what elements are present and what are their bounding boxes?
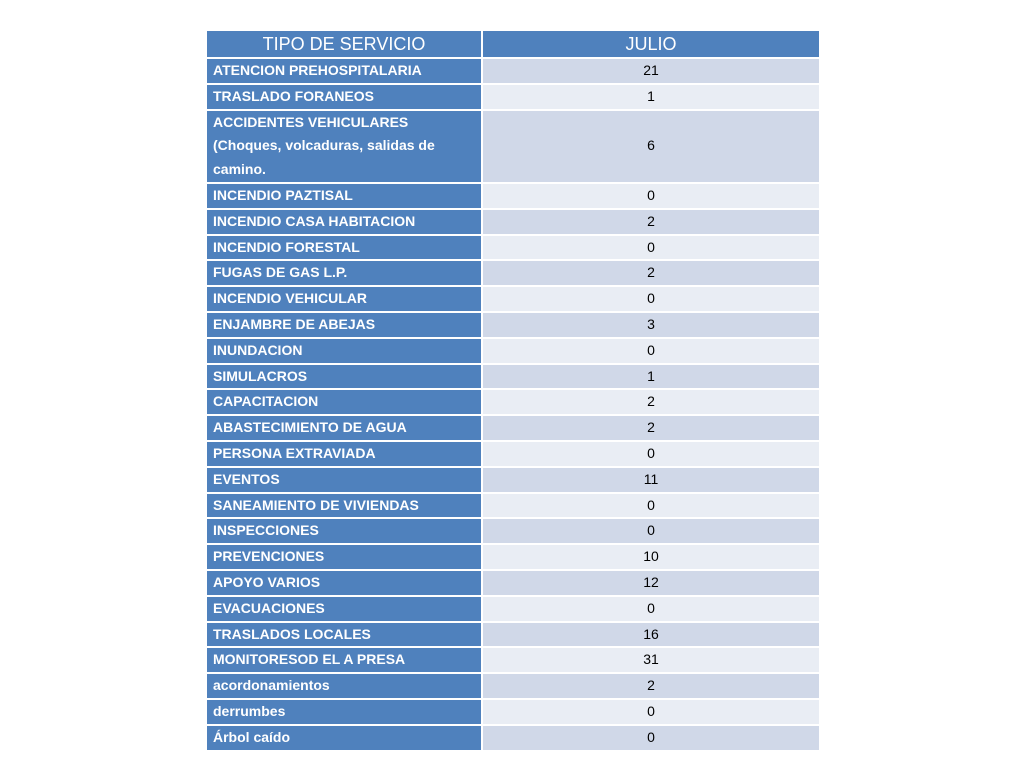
table-row bbox=[206, 596, 820, 622]
table-row bbox=[206, 570, 820, 596]
july-count-cell: 0 bbox=[482, 493, 820, 519]
table-row bbox=[206, 209, 820, 235]
july-count-cell: 0 bbox=[482, 235, 820, 261]
table-row bbox=[206, 389, 820, 415]
table-row bbox=[206, 415, 820, 441]
table-row bbox=[206, 544, 820, 570]
table-header-row bbox=[206, 30, 820, 58]
table-row bbox=[206, 673, 820, 699]
july-count-cell: 2 bbox=[482, 673, 820, 699]
service-type-cell: EVACUACIONES bbox=[206, 596, 482, 622]
july-count-cell: 2 bbox=[482, 389, 820, 415]
table-row bbox=[206, 312, 820, 338]
service-type-cell: ABASTECIMIENTO DE AGUA bbox=[206, 415, 482, 441]
service-type-cell: EVENTOS bbox=[206, 467, 482, 493]
table-row bbox=[206, 441, 820, 467]
service-type-cell: acordonamientos bbox=[206, 673, 482, 699]
table-row bbox=[206, 647, 820, 673]
table-row bbox=[206, 286, 820, 312]
service-type-cell: APOYO VARIOS bbox=[206, 570, 482, 596]
service-type-cell: INCENDIO CASA HABITACION bbox=[206, 209, 482, 235]
table-row bbox=[206, 235, 820, 261]
table-row bbox=[206, 364, 820, 390]
service-type-cell: SIMULACROS bbox=[206, 364, 482, 390]
service-type-cell: SANEAMIENTO DE VIVIENDAS bbox=[206, 493, 482, 519]
service-type-cell: derrumbes bbox=[206, 699, 482, 725]
july-count-cell: 0 bbox=[482, 338, 820, 364]
july-count-cell: 1 bbox=[482, 84, 820, 110]
july-count-cell: 0 bbox=[482, 699, 820, 725]
service-type-cell: INCENDIO VEHICULAR bbox=[206, 286, 482, 312]
service-type-cell: ACCIDENTES VEHICULARES (Choques, volcaduras, salidas de camino. bbox=[206, 110, 482, 183]
table-row bbox=[206, 622, 820, 648]
july-count-cell: 16 bbox=[482, 622, 820, 648]
table-row bbox=[206, 467, 820, 493]
service-type-cell: ATENCION PREHOSPITALARIA bbox=[206, 58, 482, 84]
july-count-cell: 21 bbox=[482, 58, 820, 84]
july-count-cell: 11 bbox=[482, 467, 820, 493]
table-row bbox=[206, 338, 820, 364]
service-type-cell: ENJAMBRE DE ABEJAS bbox=[206, 312, 482, 338]
service-type-cell: INCENDIO PAZTISAL bbox=[206, 183, 482, 209]
service-type-cell: TRASLADOS LOCALES bbox=[206, 622, 482, 648]
service-type-cell: INUNDACION bbox=[206, 338, 482, 364]
service-type-cell: Árbol caído bbox=[206, 725, 482, 751]
service-type-cell: CAPACITACION bbox=[206, 389, 482, 415]
table-row bbox=[206, 84, 820, 110]
july-count-cell: 6 bbox=[482, 110, 820, 183]
july-count-cell: 2 bbox=[482, 260, 820, 286]
july-count-cell: 12 bbox=[482, 570, 820, 596]
service-report-table bbox=[205, 29, 821, 752]
service-type-cell: TRASLADO FORANEOS bbox=[206, 84, 482, 110]
column-header-service-type: TIPO DE SERVICIO bbox=[206, 30, 482, 58]
july-count-cell: 0 bbox=[482, 725, 820, 751]
july-count-cell: 2 bbox=[482, 415, 820, 441]
july-count-cell: 0 bbox=[482, 518, 820, 544]
table-body bbox=[206, 58, 820, 751]
service-type-cell: PREVENCIONES bbox=[206, 544, 482, 570]
table-row bbox=[206, 110, 820, 183]
table-row bbox=[206, 493, 820, 519]
table-row bbox=[206, 260, 820, 286]
july-count-cell: 0 bbox=[482, 596, 820, 622]
table-row bbox=[206, 725, 820, 751]
service-type-cell: INCENDIO FORESTAL bbox=[206, 235, 482, 261]
july-count-cell: 0 bbox=[482, 286, 820, 312]
july-count-cell: 3 bbox=[482, 312, 820, 338]
july-count-cell: 0 bbox=[482, 441, 820, 467]
july-count-cell: 10 bbox=[482, 544, 820, 570]
service-type-cell: PERSONA EXTRAVIADA bbox=[206, 441, 482, 467]
column-header-july: JULIO bbox=[482, 30, 820, 58]
service-type-cell: INSPECCIONES bbox=[206, 518, 482, 544]
table-row bbox=[206, 699, 820, 725]
table-row bbox=[206, 183, 820, 209]
july-count-cell: 1 bbox=[482, 364, 820, 390]
service-type-cell: MONITORESOD EL A PRESA bbox=[206, 647, 482, 673]
july-count-cell: 2 bbox=[482, 209, 820, 235]
july-count-cell: 0 bbox=[482, 183, 820, 209]
july-count-cell: 31 bbox=[482, 647, 820, 673]
service-type-cell: FUGAS DE GAS L.P. bbox=[206, 260, 482, 286]
table-row bbox=[206, 58, 820, 84]
table-row bbox=[206, 518, 820, 544]
